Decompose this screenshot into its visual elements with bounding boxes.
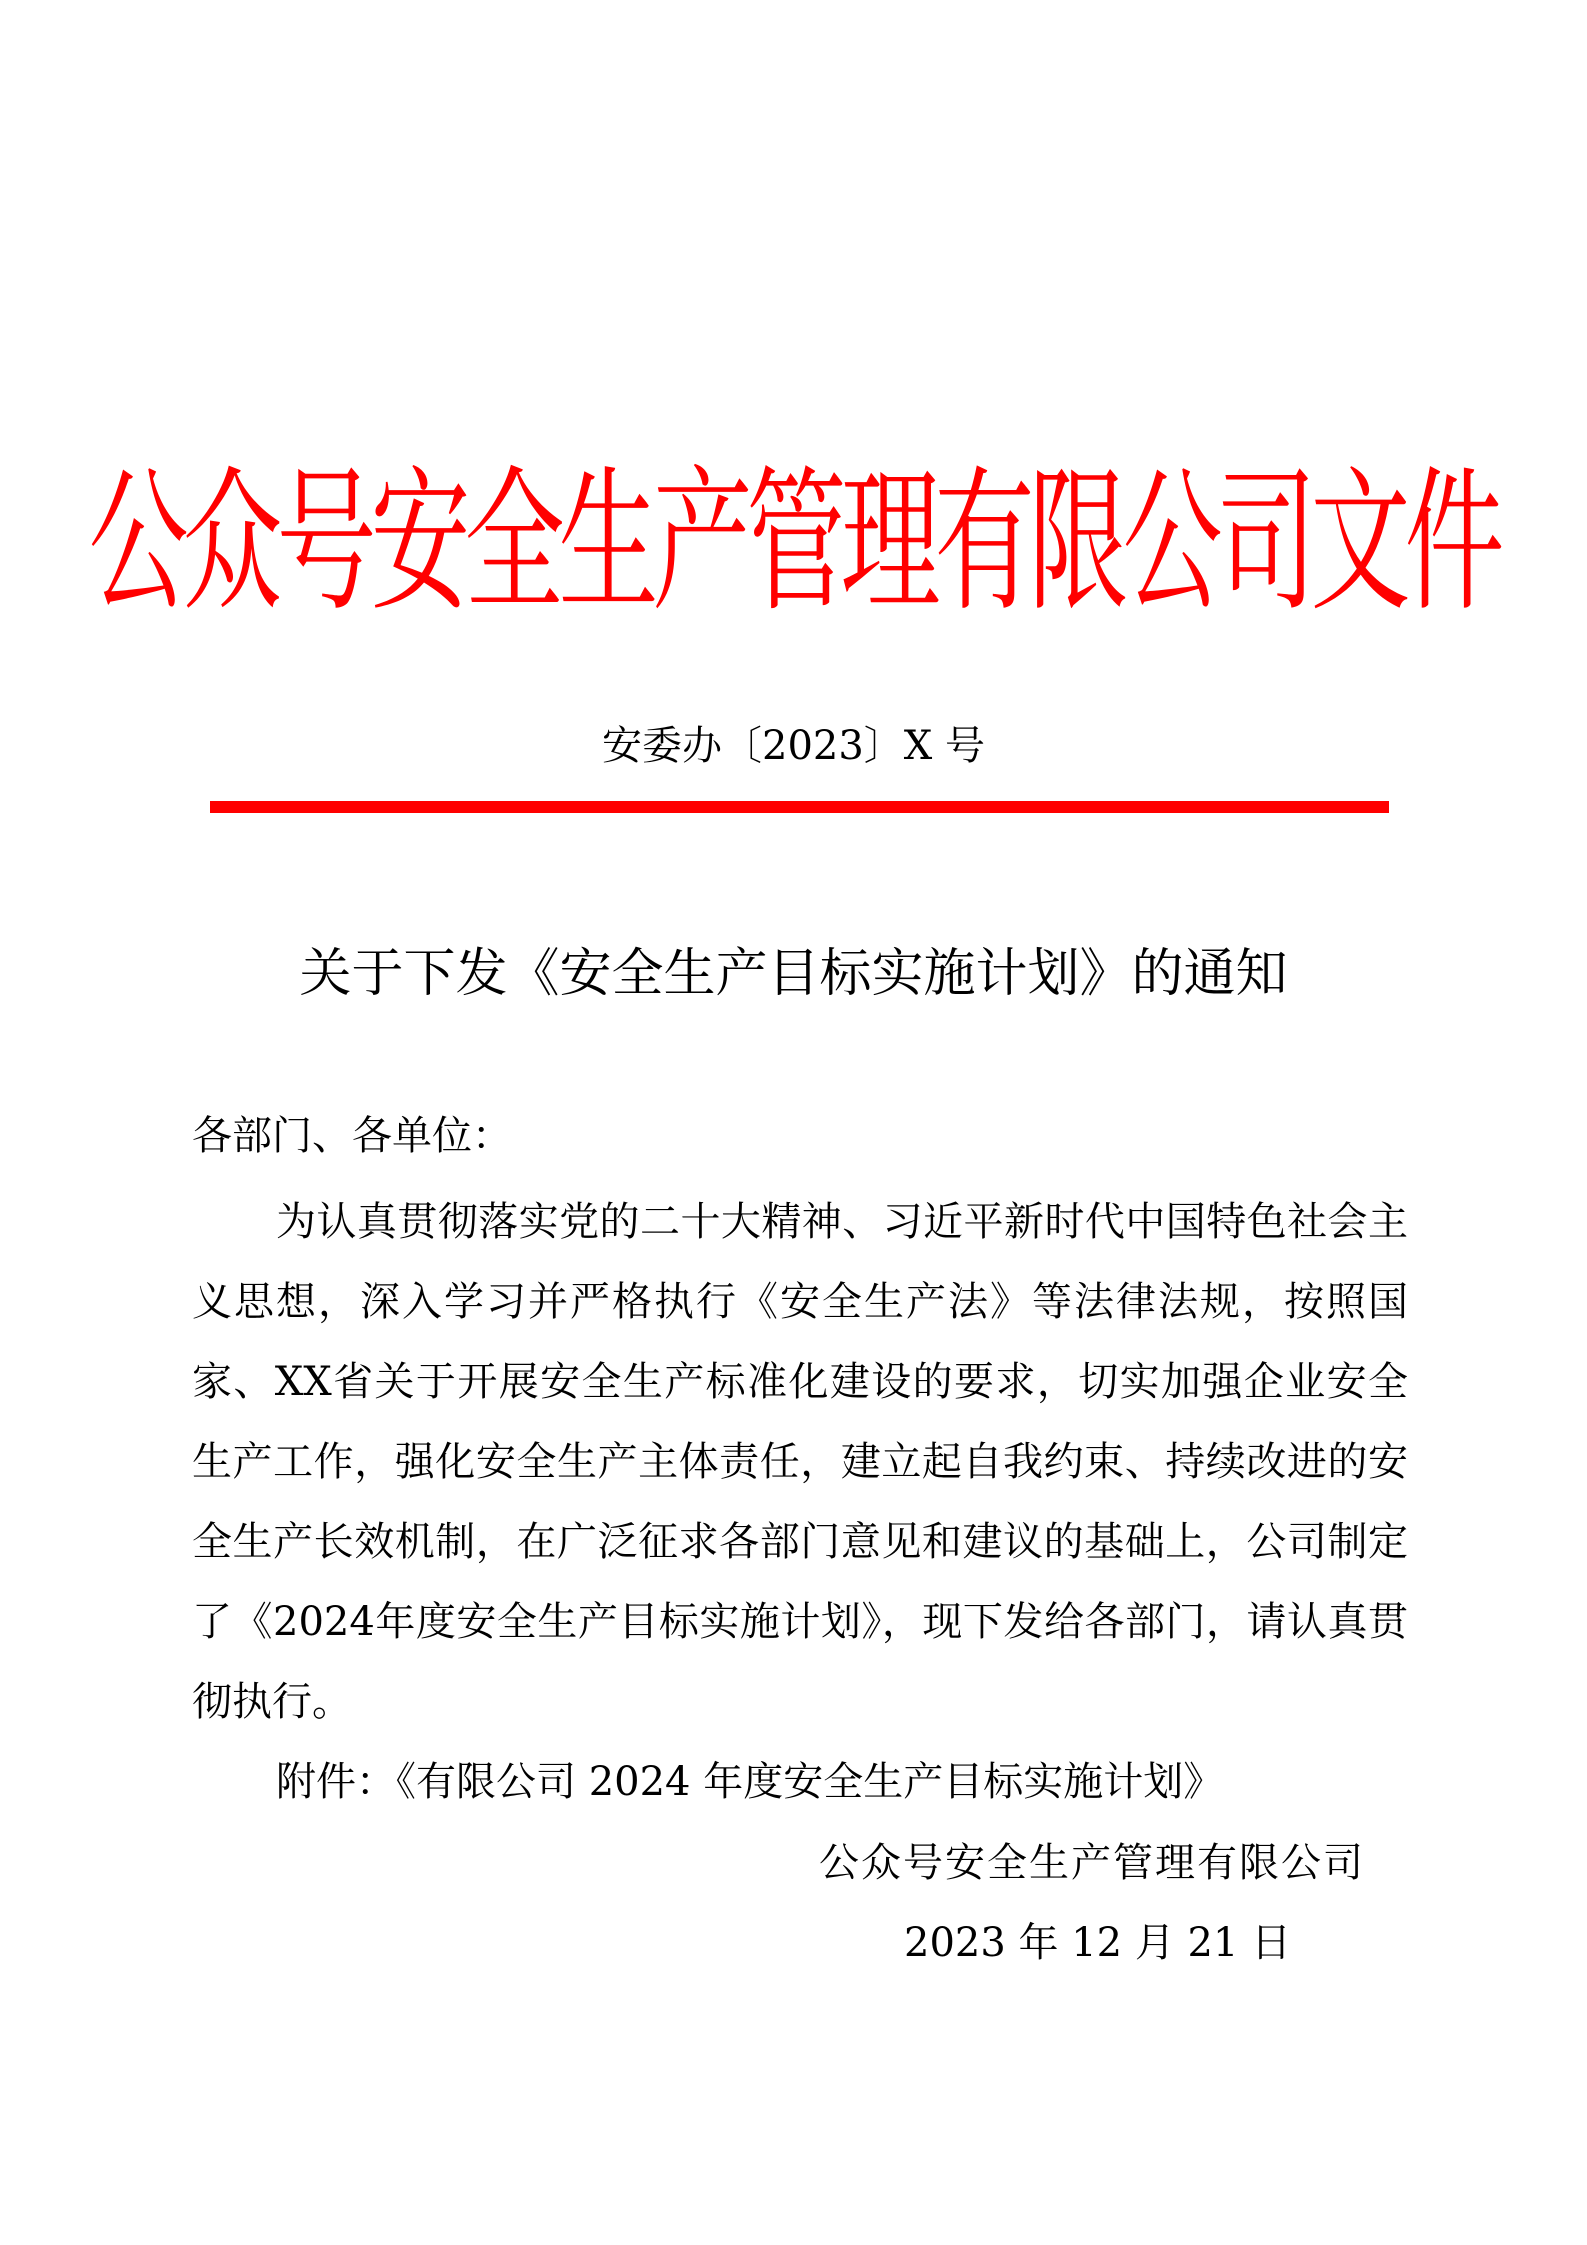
masthead-title: 公众号安全生产管理有限公司文件 (88, 451, 1499, 633)
body-paragraph: 为认真贯彻落实党的二十大精神、习近平新时代中国特色社会主义思想，深入学习并严格执行《安全生产法》等法律法规，按照国家、XX省关于开展安全生产标准化建设的要求，切实加强企业安全生产工作，强化安全生产主体责任，建立起自我约束、持续改进的安全生产长效机制，在广泛征求各部门意见和建议的基础上，公司制定了《2024年度安全生产目标实施计划》，现下发给各部门，请认真贯彻执行。 (192, 1199, 1408, 1725)
signatory-organization: 公众号安全生产管理有限公司 (819, 1840, 1365, 1886)
signature-date: 2023 年 12 月 21 日 (904, 1920, 1292, 1966)
notice-title: 关于下发《安全生产目标实施计划》的通知 (299, 944, 1288, 1004)
document-number: 安委办〔2023〕X 号 (602, 723, 985, 769)
attachment-line: 附件：《有限公司 2024 年度安全生产目标实施计划》 (276, 1759, 1224, 1805)
salutation: 各部门、各单位： (192, 1113, 512, 1159)
red-divider-rule (210, 801, 1389, 813)
